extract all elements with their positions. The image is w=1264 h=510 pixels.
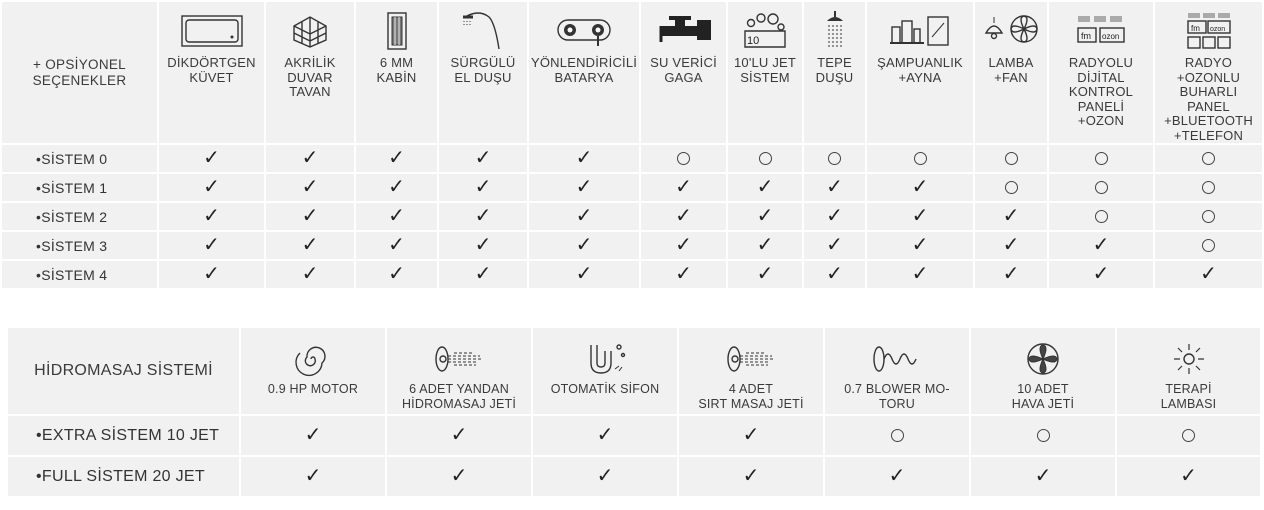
hydro-column-1 [240, 327, 386, 415]
check-icon: ✓ [575, 205, 593, 227]
row-label: •SİSTEM 0 [1, 144, 158, 173]
check-icon: ✓ [596, 465, 614, 487]
row-label: •SİSTEM 4 [1, 260, 158, 289]
table-cell [727, 144, 803, 173]
check-icon: ✓ [826, 263, 843, 285]
steam-panel-icon [1186, 12, 1232, 50]
blower-icon [872, 344, 922, 374]
svg-text:10: 10 [747, 35, 760, 47]
column-label: TEPE DUŞU [815, 55, 854, 85]
hydro-column-6 [970, 327, 1116, 415]
table-cell [1154, 202, 1263, 231]
column-icon-wrap [728, 6, 802, 56]
check-icon: ✓ [203, 147, 220, 169]
check-icon: ✓ [388, 263, 405, 285]
table-cell [803, 173, 866, 202]
check-icon: ✓ [203, 205, 220, 227]
table-cell [1154, 173, 1263, 202]
table-cell [803, 144, 866, 173]
svg-text:ozon: ozon [1209, 26, 1225, 33]
table-cell [438, 260, 528, 289]
glass-cabin-icon [386, 11, 408, 51]
check-icon: ✓ [304, 424, 322, 446]
column-label: 0.9 HP MOTOR [267, 382, 359, 396]
table-cell [866, 231, 974, 260]
table-cell [866, 144, 974, 173]
table-cell [265, 231, 355, 260]
table-cell [1048, 231, 1154, 260]
column-icon-wrap [241, 336, 385, 382]
check-icon: ✓ [911, 263, 929, 285]
hand-shower-icon [461, 11, 505, 51]
options-column-12 [1154, 1, 1263, 144]
empty-circle-icon [891, 429, 904, 442]
table-cell [824, 415, 970, 456]
table-cell [970, 415, 1116, 456]
column-label: 6 ADET YANDAN HİDROMASAJ JETİ [401, 382, 517, 411]
column-label: SÜRGÜLÜ EL DUŞU [450, 55, 516, 85]
table-cell [640, 173, 727, 202]
check-icon: ✓ [388, 176, 405, 198]
empty-circle-icon [1095, 210, 1108, 223]
check-icon: ✓ [203, 234, 220, 256]
check-icon: ✓ [888, 465, 906, 487]
check-icon: ✓ [301, 176, 319, 198]
column-label: LAMBA +FAN [988, 55, 1034, 85]
table-cell [1116, 456, 1261, 497]
hydro-column-2 [386, 327, 532, 415]
column-icon-wrap [825, 336, 969, 382]
table-cell [974, 144, 1048, 173]
hydromassage-table [6, 326, 1262, 498]
table-cell [355, 144, 438, 173]
check-icon: ✓ [826, 205, 843, 227]
column-label: TERAPİ LAMBASI [1160, 382, 1217, 411]
options-column-4 [438, 1, 528, 144]
table-cell [386, 456, 532, 497]
options-column-5 [528, 1, 640, 144]
radio-panel-icon [1076, 14, 1126, 48]
empty-circle-icon [1202, 181, 1215, 194]
table-row [7, 415, 1261, 456]
check-icon: ✓ [596, 424, 614, 446]
table-cell [528, 231, 640, 260]
options-column-2 [265, 1, 355, 144]
check-icon: ✓ [1002, 263, 1020, 285]
column-icon-wrap [356, 6, 437, 56]
table-cell [866, 173, 974, 202]
table-cell [727, 202, 803, 231]
check-icon: ✓ [1092, 263, 1110, 285]
therapy-lamp-icon [1172, 342, 1206, 376]
options-column-11 [1048, 1, 1154, 144]
row-label: •FULL SİSTEM 20 JET [7, 456, 240, 497]
column-label: 10'LU JET SİSTEM [733, 55, 797, 85]
table-cell [1048, 144, 1154, 173]
check-icon: ✓ [675, 205, 692, 227]
row-label: •SİSTEM 1 [1, 173, 158, 202]
empty-circle-icon [759, 152, 772, 165]
column-icon-wrap [971, 336, 1115, 382]
empty-circle-icon [1202, 239, 1215, 252]
check-icon: ✓ [675, 234, 692, 256]
column-label: DİKDÖRTGEN KÜVET [167, 55, 256, 85]
table-cell [158, 231, 265, 260]
check-icon: ✓ [474, 147, 492, 169]
lamp-fan-icon [984, 13, 1038, 49]
table-cell [970, 456, 1116, 497]
column-label: AKRİLİK DUVAR TAVAN [284, 55, 336, 99]
table-cell [158, 202, 265, 231]
check-icon: ✓ [1002, 205, 1020, 227]
table-row [1, 202, 1263, 231]
table-cell [265, 173, 355, 202]
options-column-6 [640, 1, 727, 144]
table-cell [866, 260, 974, 289]
options-column-9 [866, 1, 974, 144]
table-cell [678, 415, 824, 456]
column-icon-wrap [975, 6, 1047, 56]
empty-circle-icon [1005, 152, 1018, 165]
svg-text:fm: fm [1081, 31, 1091, 41]
table-cell [640, 144, 727, 173]
jet-system-icon [743, 11, 787, 51]
check-icon: ✓ [388, 205, 405, 227]
check-icon: ✓ [1180, 465, 1197, 487]
back-jet-icon [726, 344, 776, 374]
check-icon: ✓ [575, 263, 593, 285]
hydro-column-7 [1116, 327, 1261, 415]
column-icon-wrap [159, 6, 264, 56]
empty-circle-icon [677, 152, 690, 165]
empty-circle-icon [1202, 152, 1215, 165]
column-label: OTOMATİK SİFON [550, 382, 660, 396]
table-cell [438, 231, 528, 260]
column-label: 6 MM KABİN [376, 55, 417, 85]
table-row [1, 173, 1263, 202]
check-icon: ✓ [675, 263, 692, 285]
table-cell [974, 202, 1048, 231]
svg-text:ozon: ozon [1102, 32, 1120, 41]
check-icon: ✓ [301, 205, 319, 227]
table-cell [803, 202, 866, 231]
table-cell [1116, 415, 1261, 456]
table-cell [240, 415, 386, 456]
table-cell [678, 456, 824, 497]
table-cell [355, 231, 438, 260]
motor-swirl-icon [295, 344, 331, 374]
check-icon: ✓ [1002, 234, 1020, 256]
column-icon-wrap [641, 6, 726, 56]
shampoo-mirror-icon [890, 13, 950, 49]
options-column-8 [803, 1, 866, 144]
overhead-shower-icon [824, 11, 846, 51]
column-label: 10 ADET HAVA JETİ [1011, 382, 1075, 411]
check-icon: ✓ [304, 465, 322, 487]
options-column-10 [974, 1, 1048, 144]
table-cell [438, 144, 528, 173]
acrylic-wall-icon [290, 14, 330, 48]
table-cell [240, 456, 386, 497]
options-header-row [1, 1, 1263, 144]
table-cell [974, 260, 1048, 289]
svg-text:fm: fm [1190, 24, 1200, 33]
check-icon: ✓ [911, 176, 929, 198]
table-cell [528, 202, 640, 231]
table-cell [1048, 202, 1154, 231]
hydro-column-5 [824, 327, 970, 415]
check-icon: ✓ [911, 234, 929, 256]
column-icon-wrap [867, 6, 973, 56]
table-cell [640, 260, 727, 289]
empty-circle-icon [1095, 181, 1108, 194]
column-label: ŞAMPUANLIK +AYNA [877, 55, 963, 85]
rectangular-tub-icon [181, 14, 243, 48]
empty-circle-icon [1202, 210, 1215, 223]
table-cell [158, 260, 265, 289]
check-icon: ✓ [675, 176, 692, 198]
table-cell [532, 456, 678, 497]
column-label: YÖNLENDİRİCİLİ BATARYA [531, 55, 638, 85]
table-cell [158, 173, 265, 202]
column-icon-wrap [1117, 336, 1260, 382]
table-cell [355, 173, 438, 202]
check-icon: ✓ [474, 263, 492, 285]
column-icon-wrap [804, 6, 865, 56]
check-icon: ✓ [826, 176, 843, 198]
table-cell [1154, 260, 1263, 289]
check-icon: ✓ [388, 234, 405, 256]
table-cell [803, 231, 866, 260]
column-icon-wrap [533, 336, 677, 382]
check-icon: ✓ [756, 176, 774, 198]
table-cell [355, 202, 438, 231]
check-icon: ✓ [474, 234, 492, 256]
hydro-column-4 [678, 327, 824, 415]
table-cell [528, 173, 640, 202]
empty-circle-icon [1182, 429, 1195, 442]
siphon-icon [583, 341, 627, 377]
mixer-tap-icon [556, 14, 612, 48]
row-label: •SİSTEM 3 [1, 231, 158, 260]
check-icon: ✓ [301, 263, 319, 285]
empty-circle-icon [1095, 152, 1108, 165]
water-spout-icon [655, 14, 713, 48]
check-icon: ✓ [450, 465, 468, 487]
empty-circle-icon [1005, 181, 1018, 194]
hydro-header-row [7, 327, 1261, 415]
table-cell [640, 202, 727, 231]
column-icon-wrap [1155, 6, 1262, 56]
check-icon: ✓ [575, 234, 593, 256]
check-icon: ✓ [203, 176, 220, 198]
check-icon: ✓ [474, 205, 492, 227]
side-jet-icon [434, 344, 484, 374]
table-cell [438, 202, 528, 231]
column-label: RADYOLU DİJİTAL KONTROL PANELİ +OZON [1068, 55, 1134, 128]
table-row [1, 231, 1263, 260]
column-label: RADYO +OZONLU BUHARLI PANEL +BLUETOOTH +TELEFON [1164, 55, 1253, 143]
table-cell [265, 202, 355, 231]
column-icon-wrap [679, 336, 823, 382]
options-column-3 [355, 1, 438, 144]
options-column-1 [158, 1, 265, 144]
table-cell [1048, 260, 1154, 289]
table-cell [386, 415, 532, 456]
table-cell [528, 260, 640, 289]
check-icon: ✓ [1200, 263, 1217, 285]
check-icon: ✓ [742, 465, 760, 487]
table-cell [1154, 144, 1263, 173]
check-icon: ✓ [474, 176, 492, 198]
check-icon: ✓ [826, 234, 843, 256]
table-cell [528, 144, 640, 173]
table-cell [438, 173, 528, 202]
table-cell [803, 260, 866, 289]
table-row [1, 260, 1263, 289]
table-cell [974, 231, 1048, 260]
column-label: SU VERİCİ GAGA [650, 55, 717, 85]
hydro-corner-label: HİDROMASAJ SİSTEMİ [7, 327, 240, 415]
check-icon: ✓ [742, 424, 760, 446]
table-cell [265, 144, 355, 173]
table-row [1, 144, 1263, 173]
check-icon: ✓ [756, 263, 774, 285]
check-icon: ✓ [203, 263, 220, 285]
air-jet-icon [1025, 342, 1061, 376]
column-icon-wrap [439, 6, 527, 56]
hydro-column-3 [532, 327, 678, 415]
empty-circle-icon [1037, 429, 1050, 442]
column-label: 0.7 BLOWER MO- TORU [844, 382, 950, 411]
check-icon: ✓ [1034, 465, 1052, 487]
row-label: •EXTRA SİSTEM 10 JET [7, 415, 240, 456]
check-icon: ✓ [911, 205, 929, 227]
check-icon: ✓ [388, 147, 405, 169]
check-icon: ✓ [1092, 234, 1110, 256]
table-cell [158, 144, 265, 173]
check-icon: ✓ [301, 234, 319, 256]
table-cell [866, 202, 974, 231]
check-icon: ✓ [301, 147, 319, 169]
column-icon-wrap [387, 336, 531, 382]
empty-circle-icon [828, 152, 841, 165]
table-cell [355, 260, 438, 289]
column-icon-wrap [529, 6, 639, 56]
check-icon: ✓ [575, 147, 593, 169]
table-cell [532, 415, 678, 456]
table-cell [727, 173, 803, 202]
column-icon-wrap [1049, 6, 1153, 56]
table-cell [640, 231, 727, 260]
row-label: •SİSTEM 2 [1, 202, 158, 231]
table-cell [974, 173, 1048, 202]
column-icon-wrap [266, 6, 354, 56]
table-cell [727, 231, 803, 260]
check-icon: ✓ [756, 205, 774, 227]
options-column-7 [727, 1, 803, 144]
check-icon: ✓ [756, 234, 774, 256]
options-corner-label: + OPSİYONEL SEÇENEKLER [1, 1, 158, 144]
check-icon: ✓ [575, 176, 593, 198]
table-cell [265, 260, 355, 289]
table-cell [1048, 173, 1154, 202]
table-cell [727, 260, 803, 289]
column-label: 4 ADET SIRT MASAJ JETİ [698, 382, 804, 411]
table-cell [1154, 231, 1263, 260]
empty-circle-icon [914, 152, 927, 165]
table-row [7, 456, 1261, 497]
table-cell [824, 456, 970, 497]
check-icon: ✓ [450, 424, 468, 446]
